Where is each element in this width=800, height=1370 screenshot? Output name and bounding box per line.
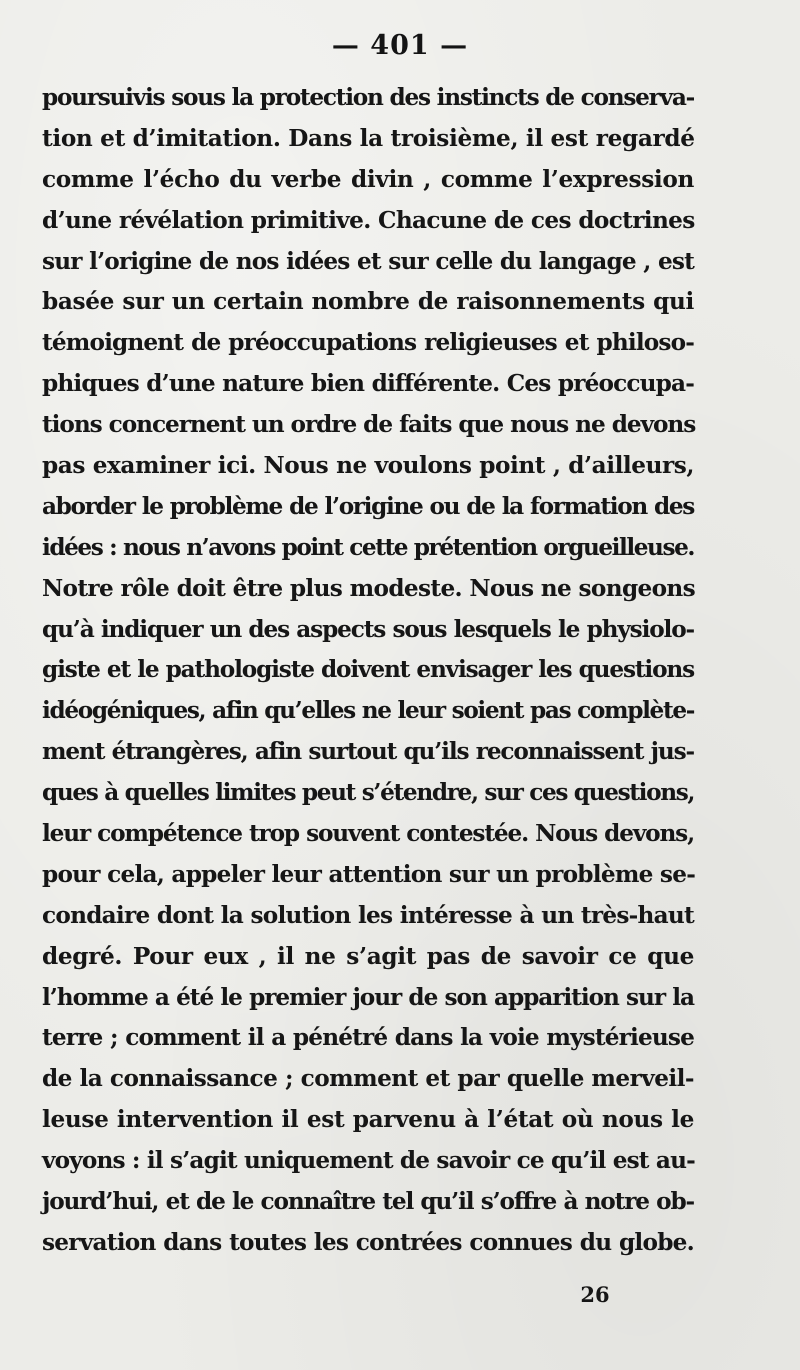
text-line: tion et d’imitation. Dans la troisième, il est regardé xyxy=(42,124,695,152)
text-line: tions concernent un ordre de faits que nous ne devons xyxy=(42,411,696,439)
text-line: phiques d’une nature bien différente. Ces préoccupa- xyxy=(42,370,694,398)
text-line: l’homme a été le premier jour de son apparition sur la xyxy=(42,983,694,1011)
text-line: voyons : il s’agit uniquement de savoir ce qu’il est au- xyxy=(42,1147,695,1175)
text-line: Notre rôle doit être plus modeste. Nous ne songeons xyxy=(42,574,696,602)
text-line: témoignent de préoccupations religieuses et philoso- xyxy=(42,329,694,357)
text-line: pas examiner ici. Nous ne voulons point , d’ailleurs, xyxy=(42,452,694,480)
text-line: ques à quelles limites peut s’étendre, sur ces questions, xyxy=(42,779,695,807)
text-line: basée sur un certain nombre de raisonnements qui xyxy=(42,288,694,316)
text-line: sur l’origine de nos idées et sur celle du langage , est xyxy=(42,247,694,275)
text-line: idéogéniques, afin qu’elles ne leur soient pas complète- xyxy=(42,697,694,725)
text-line: de la connaissance ; comment et par quelle merveil- xyxy=(42,1065,694,1093)
text-line: jourd’hui, et de le connaître tel qu’il s’offre à notre ob- xyxy=(42,1188,694,1216)
text-line: qu’à indiquer un des aspects sous lesquels le physiolo- xyxy=(42,615,694,643)
text-line: idées : nous n’avons point cette prétention orgueilleuse. xyxy=(42,533,694,561)
text-line: comme l’écho du verbe divin , comme l’expression xyxy=(42,165,694,193)
text-line: leur compétence trop souvent contestée. Nous devons, xyxy=(42,820,694,848)
text-line: servation dans toutes les contrées connues du globe. xyxy=(42,1228,694,1256)
text-line: pour cela, appeler leur attention sur un problème se- xyxy=(42,860,696,888)
text-line: poursuivis sous la protection des instincts de conserva- xyxy=(42,84,694,111)
body-text xyxy=(42,78,694,1264)
text-line: d’une révélation primitive. Chacune de ces doctrines xyxy=(42,206,695,234)
text-line: giste et le pathologiste doivent envisager les questions xyxy=(42,656,694,684)
text-line: degré. Pour eux , il ne s’agit pas de savoir ce que xyxy=(42,942,694,970)
text-line: leuse intervention il est parvenu à l’état où nous le xyxy=(42,1106,694,1134)
text-line: ment étrangères, afin surtout qu’ils reconnaissent jus- xyxy=(42,738,694,766)
signature-mark: 26 xyxy=(580,1282,610,1307)
text-line: terre ; comment il a pénétré dans la voie mystérieuse xyxy=(42,1024,694,1052)
text-line: condaire dont la solution les intéresse à un très-haut xyxy=(42,901,694,929)
page-number-header: — 401 — xyxy=(331,30,469,61)
text-line: aborder le problème de l’origine ou de la formation des xyxy=(42,492,694,520)
